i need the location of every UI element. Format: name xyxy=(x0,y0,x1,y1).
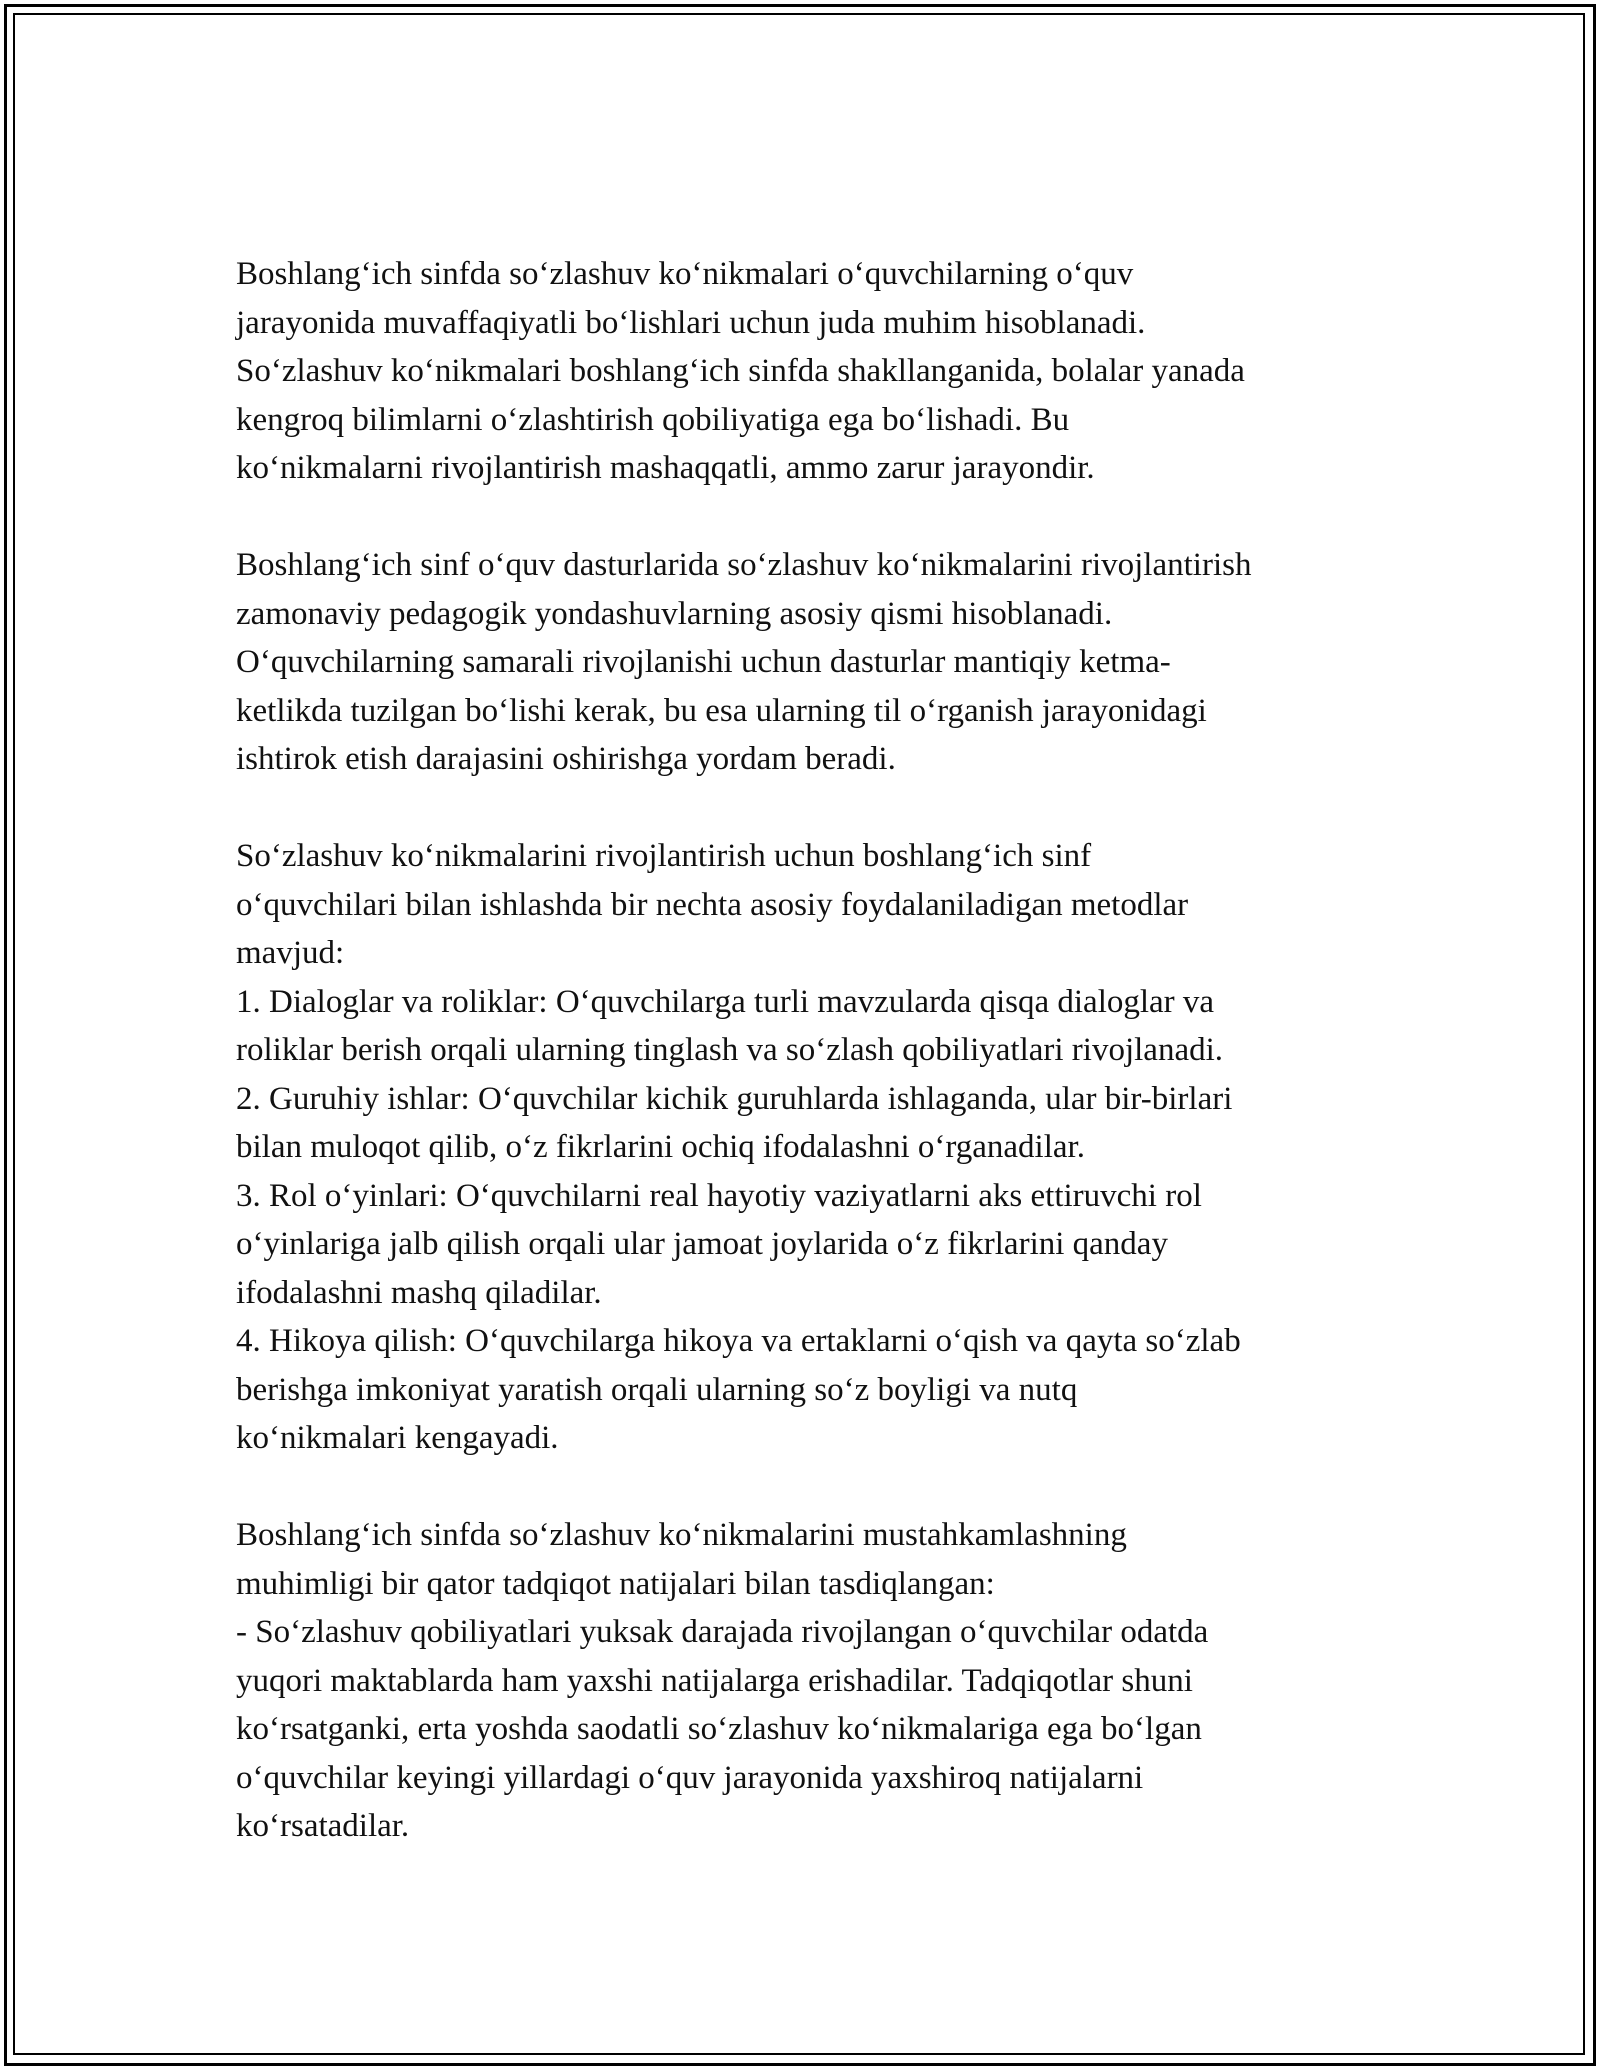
text-line: O‘quvchilarning samarali rivojlanishi uchun dasturlar mantiqiy ketma- xyxy=(236,644,1171,680)
text-line: roliklar berish orqali ularning tinglash va so‘zlash qobiliyatlari rivojlanadi. xyxy=(236,1032,1224,1068)
list-item-storytelling: 4. Hikoya qilish: O‘quvchilarga hikoya va ertaklarni o‘qish va qayta so‘zlab xyxy=(236,1323,1241,1359)
text-line: mavjud: xyxy=(236,935,345,971)
paragraph-methods xyxy=(236,832,1396,1463)
text-line: yuqori maktablarda ham yaxshi natijalarga erishadilar. Tadqiqotlar shuni xyxy=(236,1662,1193,1699)
text-line: jarayonida muvaffaqiyatli bo‘lishlari uchun juda muhim hisoblanadi. xyxy=(236,304,1146,341)
list-item-dialogues: 1. Dialoglar va roliklar: O‘quvchilarga turli mavzularda qisqa dialoglar va xyxy=(236,983,1215,1020)
text-line: ko‘rsatganki, erta yoshda saodatli so‘zlashuv ko‘nikmalariga ega bo‘lgan xyxy=(236,1711,1202,1747)
paragraph-intro xyxy=(236,250,1396,493)
list-item-research: - So‘zlashuv qobiliyatlari yuksak darajada rivojlangan o‘quvchilar odatda xyxy=(236,1614,1209,1650)
list-item-group-work: 2. Guruhiy ishlar: O‘quvchilar kichik guruhlarda ishlaganda, ular bir-birlari xyxy=(236,1080,1233,1117)
text-line: ishtirok etish darajasini oshirishga yordam beradi. xyxy=(236,741,896,777)
document-body xyxy=(236,250,1396,1899)
list-item-role-play: 3. Rol o‘yinlari: O‘quvchilarni real hayotiy vaziyatlarni aks ettiruvchi rol xyxy=(236,1177,1202,1214)
text-line: ko‘nikmalari kengayadi. xyxy=(236,1420,559,1456)
text-line: ifodalashni mashq qiladilar. xyxy=(236,1274,602,1311)
text-line: o‘quvchilari bilan ishlashda bir nechta asosiy foydalaniladigan metodlar xyxy=(236,886,1189,923)
text-line: berishga imkoniyat yaratish orqali ularning so‘z boyligi va nutq xyxy=(236,1371,1078,1408)
text-line: Boshlang‘ich sinf o‘quv dasturlarida so‘zlashuv ko‘nikmalarini rivojlantirish xyxy=(236,547,1252,583)
paragraph-research xyxy=(236,1511,1396,1851)
text-line: Boshlang‘ich sinfda so‘zlashuv ko‘nikmalarini mustahkamlashning xyxy=(236,1517,1127,1553)
text-line: ketlikda tuzilgan bo‘lishi kerak, bu esa ularning til o‘rganish jarayonidagi xyxy=(236,692,1207,729)
text-line: Boshlang‘ich sinfda so‘zlashuv ko‘nikmalari o‘quvchilarning o‘quv xyxy=(236,256,1134,292)
text-line: o‘yinlariga jalb qilish orqali ular jamoat joylarida o‘z fikrlarini qanday xyxy=(236,1226,1168,1262)
text-line: kengroq bilimlarni o‘zlashtirish qobiliyatiga ega bo‘lishadi. Bu xyxy=(236,401,1070,438)
text-line: ko‘rsatadilar. xyxy=(236,1808,410,1844)
text-line: zamonaviy pedagogik yondashuvlarning asosiy qismi hisoblanadi. xyxy=(236,595,1113,632)
text-line: ko‘nikmalarni rivojlantirish mashaqqatli, ammo zarur jarayondir. xyxy=(236,450,1095,486)
text-line: So‘zlashuv ko‘nikmalari boshlang‘ich sinfda shakllanganida, bolalar yanada xyxy=(236,353,1245,389)
text-line: bilan muloqot qilib, o‘z fikrlarini ochiq ifodalashni o‘rganadilar. xyxy=(236,1129,1085,1165)
text-line: o‘quvchilar keyingi yillardagi o‘quv jarayonida yaxshiroq natijalarni xyxy=(236,1759,1144,1796)
paragraph-curriculum xyxy=(236,541,1396,784)
text-line: muhimligi bir qator tadqiqot natijalari bilan tasdiqlangan: xyxy=(236,1565,995,1602)
text-line: So‘zlashuv ko‘nikmalarini rivojlantirish uchun boshlang‘ich sinf xyxy=(236,838,1092,874)
